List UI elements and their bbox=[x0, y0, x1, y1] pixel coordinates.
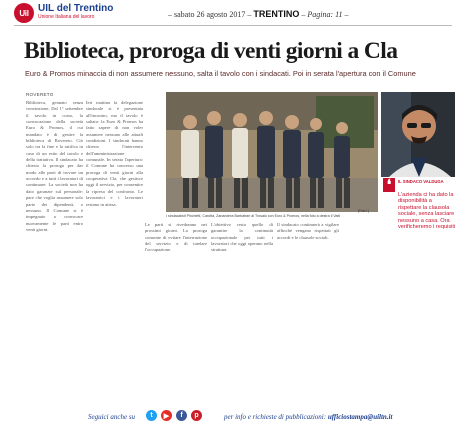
article-subhead: Euro & Promos minaccia di non assumere nessuno, salta il tavolo con i sindacati. Poi in serata l'apertura con il Comune bbox=[25, 69, 416, 78]
article-headline: Biblioteca, proroga di venti giorni a Cla bbox=[24, 38, 398, 64]
photo-caption: I sindacalisti Pinchetti, Carotta, Zanandrea Barbatrari al Trosalo con Euro & Promos, nella foto a destra Il Vaiti bbox=[166, 214, 341, 218]
contact-prefix: per info e richieste di pubblicazioni: bbox=[224, 413, 327, 421]
contact-email[interactable]: ufficiostampa@uiltn.it bbox=[327, 413, 393, 421]
org-block bbox=[38, 4, 113, 21]
group-photo bbox=[166, 92, 378, 212]
article-byline: ROVERETO bbox=[26, 92, 54, 97]
article-column-1: Biblioteca, gennaio senza convinzione, Dal 1° settembre il tavolo in corso, la convocazione della società Euro & Promos, il cui mandato è di gestire la biblioteca di Rovereto. Ciò solo tra la fine e la ratifica in caso di un esito del tavolo e della trattativa. Il sindacato ha chiesto la proroga per dar modo alle parti di trovare un accordo e a tutti i lavoratori di continuare. La società non ha dato garanzie sul personale: pare che voglia assumere solo parte dei dipendenti, o nessuno. Il Comune si è impegnato a convocare nuovamente le parti entro venti giorni. bbox=[26, 100, 83, 232]
article-column-8: Il sindacato continuerà a vigilare affinché vengano rispettati gli accordi e le clausole sociali. bbox=[277, 222, 339, 240]
org-subtitle: Unione Italiana del lavoro bbox=[38, 14, 95, 20]
mayor-portrait bbox=[381, 92, 455, 177]
article-column-6: Le parti si rivedranno nei prossimi giorni. La proroga consente di evitare l'interruzione del servizio e di tutelare l'occupazione. bbox=[145, 222, 207, 253]
page-footer bbox=[0, 407, 466, 427]
section-name: TRENTINO bbox=[253, 9, 300, 19]
quote-text: L'azienda ci ha dato la disponibilità a rispettare la clausola sociale, senza lasciare nessuno a casa. Ora verificheremo i requisiti bbox=[398, 192, 456, 231]
issue-date: sabato 26 agosto 2017 bbox=[174, 10, 246, 19]
follow-label: Seguici anche su bbox=[88, 413, 136, 421]
org-name: UIL del Trentino bbox=[38, 3, 114, 14]
article-column-7: L'obiettivo resta quello di garantire la continuità occupazionale per tutti i lavoratori che oggi operano nella struttura. bbox=[211, 222, 273, 253]
quote-mark-icon: ❛ bbox=[383, 178, 395, 192]
contact-info bbox=[224, 413, 392, 421]
pinterest-icon[interactable]: p bbox=[191, 410, 202, 421]
header-divider bbox=[14, 25, 452, 26]
social-icons bbox=[146, 410, 202, 421]
facebook-icon[interactable]: f bbox=[176, 410, 187, 421]
quote-speaker: IL SINDACO VALDUGA bbox=[398, 179, 444, 184]
uil-logo: Uil bbox=[14, 3, 34, 23]
page-number: Pagina: 11 bbox=[307, 10, 343, 19]
article-column-2: Ieri mattina la delegazione sindacale si è presentata all'incontro, ma il tavolo è saltato: la Euro & Promos ha fatto sapere di non voler assumere nessuno alle attuali condizioni. I sindacati hanno chiesto l'intervento dell'amministrazione comunale. In serata l'apertura: il Comune ha concesso una proroga di venti giorni alla cooperativa Cla, che gestisce oggi il servizio, per consentire la ripresa del confronto. Le lavoratrici e i lavoratori restano in attesa. bbox=[86, 100, 143, 207]
page-meta: – sabato 26 agosto 2017 – TRENTINO – Pagina: 11 – bbox=[168, 9, 349, 19]
photo-credit: (Foto I.) bbox=[358, 209, 370, 213]
youtube-icon[interactable]: ▶ bbox=[161, 410, 172, 421]
twitter-icon[interactable]: t bbox=[146, 410, 157, 421]
